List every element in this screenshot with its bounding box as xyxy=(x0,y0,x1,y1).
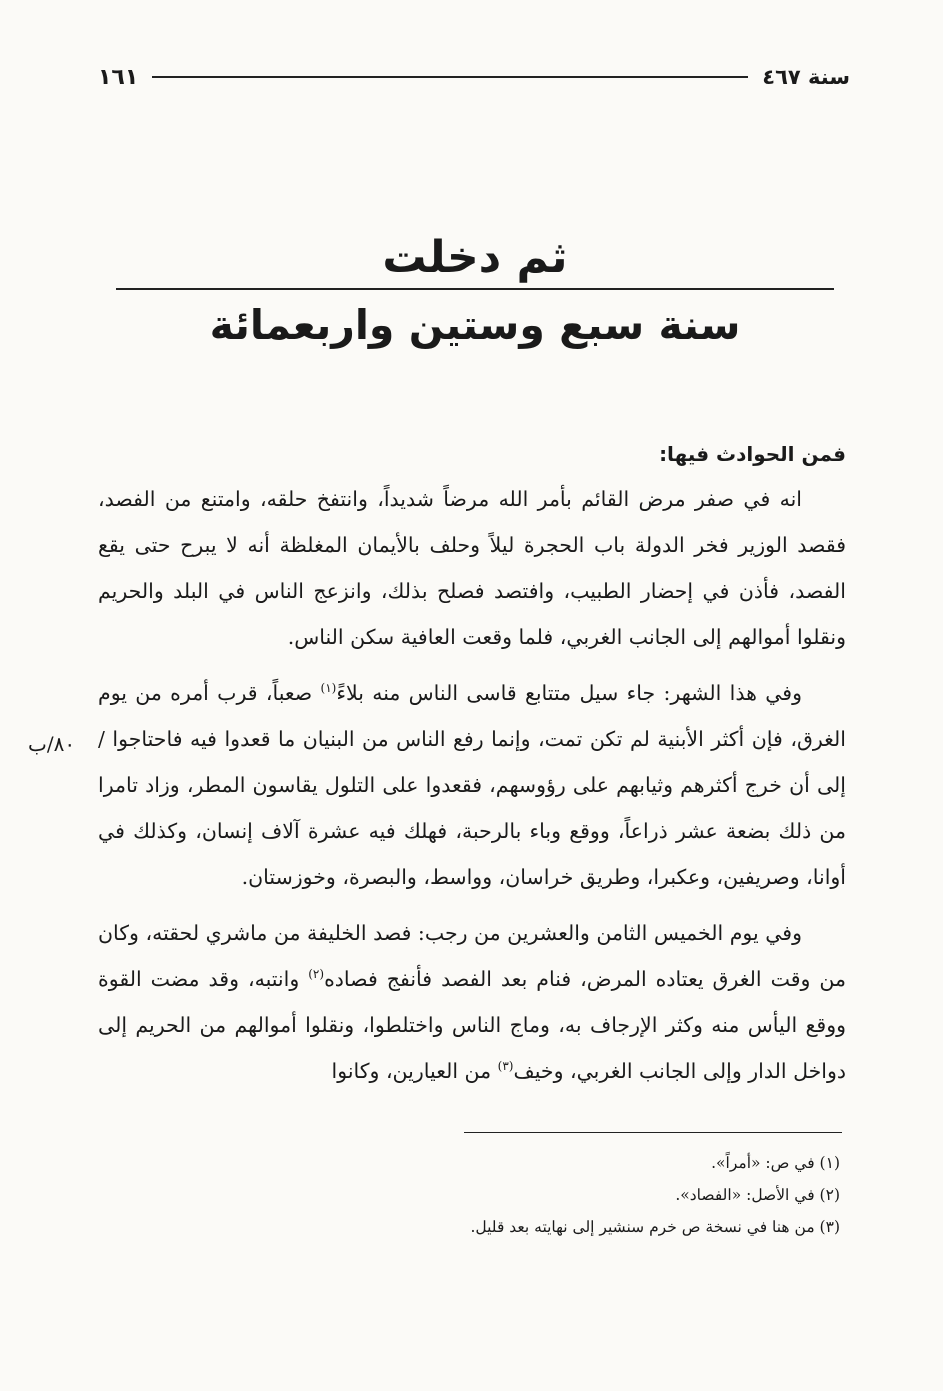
paragraph-1: انه في صفر مرض القائم بأمر الله مرضاً شديداً، وانتفخ حلقه، وامتنع من الفصد، فقصد الوزير فخر الدولة باب الحجرة ليلاً وحلف بالأيمان المغلظة أنه لا يبرح حتى يقع الفصد، فأذن في إحضار الطبيب، وافتصد فصلح بذلك، وانزعج الناس في البلد والحريم ونقلوا أموالهم إلى الجانب الغربي، فلما وقعت العافية سكن الناس. xyxy=(98,487,846,649)
paragraph-2 xyxy=(98,670,846,900)
page-number: ١٦١ xyxy=(98,64,139,90)
footnote-separator xyxy=(464,1132,842,1133)
paragraph-2-part-1: وفي هذا الشهر: جاء سيل متتابع قاسى الناس منه بلاءً xyxy=(336,681,803,705)
chapter-heading-rule xyxy=(116,288,834,290)
running-header xyxy=(98,62,850,92)
running-header-year: سنة ٤٦٧ xyxy=(762,65,850,89)
footnote-3: (٣) من هنا في نسخة ص خرم سنشير إلى نهايته بعد قليل. xyxy=(470,1218,840,1236)
chapter-heading-line2: سنة سبع وستين واربعمائة xyxy=(209,301,741,349)
footnote-marker-3: (٣) xyxy=(497,1059,514,1074)
running-header-rule xyxy=(152,76,748,78)
manuscript-folio-note: ٨٠/ب xyxy=(28,732,76,756)
section-label: فمن الحوادث فيها: xyxy=(659,442,846,466)
body-text xyxy=(98,432,846,1104)
chapter-heading xyxy=(110,228,840,356)
paragraph-2-part-2: صعباً، قرب أمره من يوم الغرق، فإن أكثر الأبنية لم تكن تمت، وإنما رفع الناس من البنيان ما قعدوا فيه فاحتاجوا / إلى أن خرج أكثرهم وثيابهم على رؤوسهم، فقعدوا على التلول يقاسون المطر، وزاد تامرا من ذلك بضعة عشر ذراعاً، ووقع وباء بالرحبة، فهلك فيه عشرة آلاف إنسان، وكذلك في أوانا، وصريفين، وعكبرا، وطريق خراسان، وواسط، والبصرة، وخوزستان. xyxy=(98,681,846,889)
paragraph-3-part-2: وانتبه، وقد مضت القوة ووقع اليأس منه وكثر الإرجاف به، وماج الناس واختلطوا، ونقلوا أموالهم من الحريم إلى دواخل الدار وإلى الجانب الغربي، وخيف xyxy=(98,967,846,1083)
paragraph-3-part-3: من العيارين، وكانوا xyxy=(331,1059,498,1083)
chapter-heading-line1: ثم دخلت xyxy=(382,232,568,283)
footnotes xyxy=(300,1147,840,1243)
footnote-1: (١) في ص: «أمراً». xyxy=(711,1154,840,1172)
footnote-marker-1: (١) xyxy=(320,681,337,696)
footnote-2: (٢) في الأصل: «الفصاد». xyxy=(675,1186,840,1204)
footnote-marker-2: (٢) xyxy=(308,967,325,982)
paragraph-3-part-1: وفي يوم الخميس الثامن والعشرين من رجب: فصد الخليفة من ماشري لحقته، وكان من وقت الغرق يعتاده المرض، فنام بعد الفصد فأنفج فصاده xyxy=(98,921,847,991)
paragraph-3 xyxy=(98,910,846,1094)
